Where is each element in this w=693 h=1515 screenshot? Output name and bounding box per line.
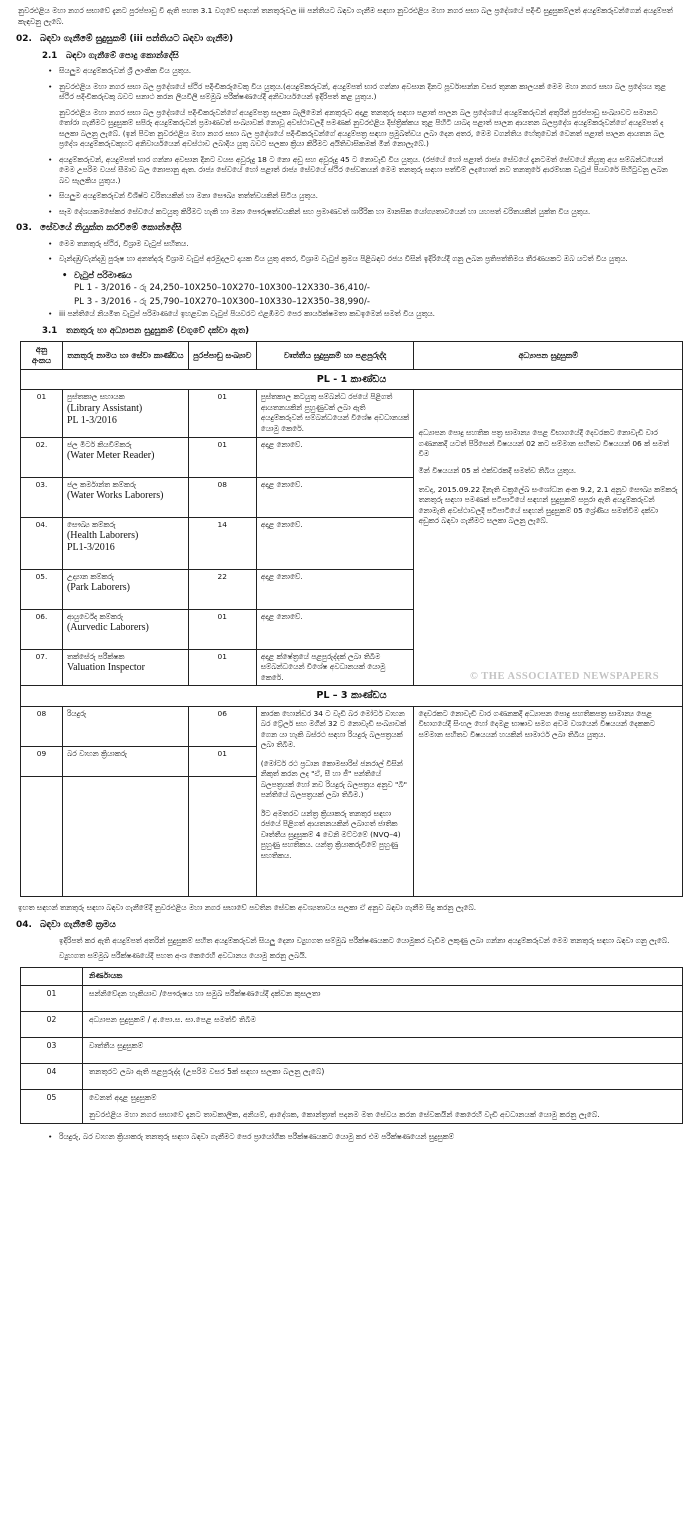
list-item: • iii පන්තියේ නියමිත වැටුප් පරිමාණයේ ඉහළවන වැටුප් පියවරට එළඹීමට පෙර කාර්යක්ෂමතා කඩඉමෙන් සමත් විය යුතුය. <box>48 309 679 320</box>
list-item: • මෙම තනතුරු ස්ථිර, විශ්‍රාම වැටුප් සහිතය. <box>48 239 679 250</box>
table-row: 04. සෞඛ්‍ය කම්කරු (Health Laborers) PL1-3/2016 14 අදාළ නොවේ. <box>21 517 683 569</box>
section-03-list-2 <box>48 309 683 320</box>
table-row: 02. ජල මීටර් කියවීම්කරු (Water Meter Reader) 01 අදාළ නොවේ. <box>21 437 683 477</box>
table-row: 03 වෘත්තීය සුදුසුකම් <box>21 1037 683 1063</box>
posts-table <box>20 341 683 897</box>
table-row: 09 බර වාහන ක්‍රියාකරු 01 <box>21 746 683 776</box>
criteria-header: නිර්ණායක <box>83 967 683 985</box>
section-04-paragraph-2: ව්‍යුහගත සම්මුඛ පරීක්ෂණයේදී පහත අංශ කෙරෙහි අවධානය යොමු කරනු ලබයි. <box>59 951 307 961</box>
section-03-heading: 03. සේවයේ නියුක්ත කරවීමේ කොන්දේසි <box>16 223 182 234</box>
col-header-vacancies: පුරප්පාඩු සංඛ්‍යාව <box>188 342 256 370</box>
evaluation-criteria-table <box>20 967 683 1124</box>
table-row: 02 අධ්‍යාපන සුදුසුකම් / අ.පො.ස. සා.පෙළ සමත්වී තිබීම <box>21 1011 683 1037</box>
section-2-1-heading: 2.1 බඳවා ගැනීමේ පොදු කොන්දේසි <box>42 50 179 61</box>
section-04-paragraph: ඉදිරිපත් කර ඇති අයදුම්පත් අතරින් සුදුසුකම් සහිත අයදුම්කරුවන් සියලු දෙනා ව්‍යුහගත සම්මුඛ පරීක්ෂණයකට යොමුකර වැඩිම ලකුණු ලබා ගන්නා අයදුම්කරුවන් මෙම තනතුරු සඳහා බඳවා ගනු ලැබේ. <box>59 935 670 945</box>
group-pl1: PL - 1 කාණ්ඩය <box>21 369 683 390</box>
col-header-post: තනතුරු නාමය හා සේවා කාණ්ඩය <box>62 342 188 370</box>
col-header-serial: අනු අංකය <box>21 342 63 370</box>
list-item: • රියදුරු, බර වාහන ක්‍රියාකරු තනතුරු සඳහා බඳවා ගැනීමට පෙර ප්‍රායෝගික පරීක්ෂණයකට යොමු කර එම පරීක්ෂණයෙන් සුදුසුකම් <box>48 1132 679 1143</box>
table-row: 03. ජල කර්මාන්ත කම්කරු (Water Works Laborers) 08 අදාළ නොවේ. <box>21 477 683 517</box>
section-3-1-heading: 3.1 තනතුරු හා අධ්‍යාපන සුදුසුකම් (වගුවේ දක්වා ඇත) <box>42 325 249 336</box>
list-item: • සියලුම අයදුම්කරුවන් විශිෂ්ට චරිතයකින් හා මනා සෞඛ්‍ය තත්ත්වයකින් සිටිය යුතුය. <box>48 191 679 202</box>
section-02-heading: 02. බඳවා ගැනීමේ සුදුසුකම් (iii පන්තියට බඳවා ගැනීම) <box>16 34 234 45</box>
list-item: • නුවරඑළිය මහා නගර සභා බල ප්‍රදේශයේ ස්ථිර පදිංචිකරුවෙකු විය යුතුය.(අයදුම්කරුවන්, අයදුම්පත් භාර ගන්නා අවසාන දිනට පූර්වාසන්න වසර තුනක කාලයක් මෙම මහා නගර සභා බල ප්‍රදේශය තුළ ස්ථිර පදිංචිකරුවකු බවට සනාථ කරන ලියවිලි සම්මුඛ පරීක්ෂණයේදී අනිවාර්යයෙන් ඉදිරිපත් කළ යුතුය.) <box>48 82 679 103</box>
list-item: • සෑම දේශයකමසේකර සේවයේ කටයුතු කිරීමට හැකි හා මනා පෞරුෂත්වයකින් සහ ප්‍රමාණවත් ශාරීරික හා මානසික යෝග්‍යතාවයෙන් හා යහපත් චරිතයකින් යුක්ත විය යුතුය. <box>48 207 679 218</box>
salary-scale-pl1: PL 1 - 3/2016 - රු 24,250–10X250–10X270–10X300–12X330–36,410/- <box>74 282 370 293</box>
newspaper-watermark: © THE ASSOCIATED NEWSPAPERS <box>470 671 660 682</box>
table-row: 05 වෙනත් අදාළ සුදුසුකම් නුවරඑළිය මහා නගර සභාවේ දැනට තාවකාලික, අනියම්, ආදේශක, කොන්ත්‍රාත් පදනම මත සේවය කරන සේවකයින් කෙරෙහි වැඩි අවධානයක් යොමු කරනු ලැබේ. <box>21 1089 683 1124</box>
section-03-list <box>48 239 683 265</box>
professional-pl3: කාරක හොන්ඩර 34 ට වැඩි බර මෝටර් වාහන බර ට්‍රේලර් සහ මගීන් 32 ට නොවැඩි සංඛ්‍යාවක් ගෙන යා හැකි බස්රථ සඳහා රියදුරු බලපත්‍රයක් ලබා තිබීම. (මෝටර් රථ ප්‍රධාන කොමසාරිස් ජනරාල් විසින් නිකුත් කරන ලද "ඒ, සී හා ජී" පන්තියේ බලපත්‍රයක් හෝ නව රියදුරු බලපත්‍රය අනුව "බී" පන්තියේ බලපත්‍රයක් ලබා තිබීම.) ඊට අමතරව යන්ත්‍ර ක්‍රියාකරු තනතුර සඳහා රජයේ පිළිගත් ආයතනයකින් ලබාගත් ජාතික වෘත්තීය සුදුසුකම් 4 වෙනි මට්ටමේ (NVQ–4) පුහුණු සහතිකය. යන්ත්‍ර ක්‍රියාකරුවීමේ පුහුණු සහතිකය. <box>256 706 414 896</box>
list-item: • වැන්දඹු/වැන්දඹු පුරුෂ හා අනත්දරු විශ්‍රාම වැටුප් අරමුදලට දායක විය යුතු අතර, විශ්‍රාම වැටුප් ක්‍රමය පිළිබඳව රජය විසින් ඉදිරියේදී ගනු ලබන ප්‍රතිපත්තිමය තීරණයකට ඔබ යටත් විය යුතුය. <box>48 254 679 265</box>
section-04-heading: 04. බඳවා ගැනීමේ ක්‍රමය <box>16 920 116 931</box>
col-header-education: අධ්‍යාපන සුදුසුකම් <box>414 342 683 370</box>
list-item: • අයදුම්කරුවන්, අයදුම්පත් භාර ගන්නා අවසාන දිනට වයස අවුරුදු 18 ට නො අඩු සහ අවුරුදු 45 ට නොවැඩි විය යුතුය. (රජයේ හෝ පළාත් රාජ්‍ය සේවයේ දැනටමත් සේවයේ නියුතු අය සම්බන්ධයෙන් මෙම උපරිම වයස් සීමාව බල නොපානු ඇත. රාජ්‍ය සේවයේ හෝ පළාත් රාජ්‍ය සේවයේ ස්ථිර සේවකයන් මෙම තනතුරු සඳහා පත්වීම් ලදහොත් නව තනතුරේ ආරම්භක වැටුප් පියවරේ පිහිටුවනු ලබන බව සැලකිය යුතුය.) <box>48 155 679 187</box>
section-04-list <box>48 1132 683 1143</box>
table-row: 06. ආයුර්වේද කම්කරු (Aurvedic Laborers) 01 අදාළ නොවේ. <box>21 609 683 649</box>
intro-paragraph: නුවරඑළිය මහා නගර සභාවේ දැනට පුරප්පාඩු වී ඇති පහත 3.1 වගුවේ සඳහන් තනතුරුවල iii පන්තියට බඳවා ගැනීම සඳහා නුවරඑළිය මහා නගර සභා බල ප්‍රදේශයේ පදිංචි සුදුසුකම්ලත් අයදුම්කරුවන්ගෙන් අයදුම්පත් කැඳවනු ලැබේ. <box>18 6 673 26</box>
list-item: • සියලුම අයදුම්කරුවන් ශ්‍රී ලාංකික විය යුතුය. <box>48 66 679 77</box>
residency-paragraph: නුවරඑළිය මහා නගර සභා බල ප්‍රදේශයේ පදිංචිකරුවන්ගේ අයදුම්පත්‍ර සලකා බැලීමෙන් අනතුරුව අදාළ තනතුරු සඳහා පළාත් පාලන බල ප්‍රදේශයේ අයදුම්කරුවන් අතුරින් පුරප්පාඩු සංඛ්‍යාවට සමානව තෝරා ගැනීමට සුදුසුකම් සපිරූ අයදුම්කරුවන් ප්‍රමාණවත් සංඛ්‍යාවක් නොවූ අවස්ථාවලදී පමණක් නුවරඑළිය දිස්ත්‍රික්කය තුළ පිහිටි යාබද පළාත් පාලන ආයතන බලප්‍රදේශ අයදුම්කරුවන්ගේ අයදුම්පත් ද සලකා බලනු ලැබේ. (ඉන් පිටත නුවරඑළිය මහා නගර සභා බල ප්‍රදේශයේ පදිංචිකරුවන්ගේ අයදුම්පත්‍ර සඳහා ප්‍රමුඛත්වය ලබා දෙන අතර, මෙම වගන්තිය හේතුවෙන් වෙනත් පළාත් පාලන ආයතන බල ප්‍රදේශ අයදුම්කරුවකුහට අනිවාර්යයෙන් අවස්ථාව ලබාදිය යුතු බවට සලකා ක්‍රියා කිරීමට අයිතිවාසිකමක් මින් නොලැබේ.) <box>59 107 665 149</box>
table-row: 05. උද්‍යාන කම්කරු (Park Laborers) 22 අදාළ නොවේ. <box>21 569 683 609</box>
table-note: ඉහත සඳහන් තනතුරු සඳහා බඳවා ගැනීමේදී නුවරඑළිය මහා නගර සභාවේ පවතින සේවක අවශ්‍යතාවය සලකා ඒ අනුව බඳවා ගැනීම සිදු කරනු ලැබේ. <box>18 902 477 912</box>
salary-scale-heading: • වැටුප් පරිමාණය <box>62 269 132 280</box>
table-header-row <box>21 967 683 985</box>
table-row: 07. තක්සේරු පරීක්ෂක Valuation Inspector 01 අදාළ ක්ෂේත්‍රයේ පළපුරුද්දක් ලබා තිබීම සම්බන්ධයෙන් විශේෂ අවධානයක් යොමු කෙරේ. <box>21 649 683 686</box>
salary-scale-pl3: PL 3 - 3/2016 - රු 25,790–10X270–10X300–10X330–12X350–38,990/- <box>74 296 370 307</box>
group-pl3: PL – 3 කාණ්ඩය <box>21 686 683 707</box>
table-row: 08 රියදුරු 06 කාරක හොන්ඩර 34 ට වැඩි බර මෝටර් වාහන බර ට්‍රේලර් සහ මගීන් 32 ට නොවැඩි සංඛ්‍යාවක් ගෙන යා හැකි බස්රථ සඳහා රියදුරු බලපත්‍රයක් ලබා තිබීම. (මෝටර් රථ ප්‍රධාන කොමසාරිස් ජනරාල් විසින් නිකුත් කරන ලද "ඒ, සී හා ජී" පන්තියේ බලපත්‍රයක් හෝ නව රියදුරු බලපත්‍රය අනුව "බී" පන්තියේ බලපත්‍රයක් ලබා තිබීම.) ඊට අමතරව යන්ත්‍ර ක්‍රියාකරු තනතුර සඳහා රජයේ පිළිගත් ආයතනයකින් ලබාගත් ජාතික වෘත්තීය සුදුසුකම් 4 වෙනි මට්ටමේ (NVQ–4) පුහුණු සහතිකය. යන්ත්‍ර ක්‍රියාකරුවීමේ පුහුණු සහතිකය. දෙවරකට නොවැඩි වාර ගණනකදී අධ්‍යාපන පොදු සහතිකපත්‍ර සාමාන්‍ය පෙළ විභාගයේදී සිංහල හෝ දෙමළ භාෂාව සමග අවම වශයෙන් විෂයයන් දෙකකට සම්මාන සහිතව විෂයයන් හයකින් සාමාර්ථ ලබා තිබිය යුතුය. <box>21 706 683 746</box>
col-header-professional: වෘත්තීය සුදුසුකම් හා පළපුරුද්ද <box>256 342 414 370</box>
table-row: 01 සන්නිවේදන හැකියාව /පෞරුෂය හා සමුඛ පරීක්ෂණයේදී දක්වන කුසලතා <box>21 985 683 1011</box>
table-row: 04 තනතුරට ලබා ඇති පළපුරුද්ද (උපරිම වසර 5ක් සඳහා සලකා බලනු ලැබේ) <box>21 1063 683 1089</box>
section-02-list-2 <box>48 155 683 218</box>
table-header-row <box>21 342 683 370</box>
section-02-list <box>48 66 683 103</box>
table-row: 01 පුස්තකාල සහායක (Library Assistant) PL 1-3/2016 01 පුස්තකාල කටයුතු සම්බන්ධ රජයේ පිළිගත් ආයතනයකින් පුහුණුවක් ලබා ඇති අයදුම්කරුවන් සම්බන්ධයෙන් විශේෂ අවධානයක් යොමු කෙරේ. අධ්‍යාපන පොදු සහතික පත්‍ර සාමාන්‍ය පෙළ විභාගයේදී දෙවරකට නොවැඩි වාර ගණනකදී යටත් පිරිසෙන් විෂයයන් 02 කට සම්මාන සහිතව විෂයයන් 06 ක් සමත් වීම මින් විෂයයන් 05 ක් එක්වරකදී සමත්ව තිබිය යුතුය. තවද, 2015.09.22 දිනැති චක්‍රලේඛ සංශෝධන අංක 9.2, 2.1 අනුව සෞඛ්‍ය කම්කරු තනතුරු සඳහා පමණක් පටිපාටියේ සඳහන් සුදුසුකම් සපුරා ඇති අයදුම්කරුවන් නොමැති අවස්ථාවලදී පටිපාටියේ සඳහන් සුදුසුකම් 05 ශ්‍රේණිය සමත්වීම දක්වා අඩුකර බඳවා ගැනීමට සලකා බලනු ලැබේ. <box>21 390 683 437</box>
education-pl3: දෙවරකට නොවැඩි වාර ගණනකදී අධ්‍යාපන පොදු සහතිකපත්‍ර සාමාන්‍ය පෙළ විභාගයේදී සිංහල හෝ දෙමළ භාෂාව සමග අවම වශයෙන් විෂයයන් දෙකකට සම්මාන සහිතව විෂයයන් හයකින් සාමාර්ථ ලබා තිබිය යුතුය. <box>414 706 683 896</box>
education-pl1: අධ්‍යාපන පොදු සහතික පත්‍ර සාමාන්‍ය පෙළ විභාගයේදී දෙවරකට නොවැඩි වාර ගණනකදී යටත් පිරිසෙන් විෂයයන් 02 කට සම්මාන සහිතව විෂයයන් 06 ක් සමත් වීම මින් විෂයයන් 05 ක් එක්වරකදී සමත්ව තිබිය යුතුය. තවද, 2015.09.22 දිනැති චක්‍රලේඛ සංශෝධන අංක 9.2, 2.1 අනුව සෞඛ්‍ය කම්කරු තනතුරු සඳහා පමණක් පටිපාටියේ සඳහන් සුදුසුකම් සපුරා ඇති අයදුම්කරුවන් නොමැති අවස්ථාවලදී පටිපාටියේ සඳහන් සුදුසුකම් 05 ශ්‍රේණිය සමත්වීම දක්වා අඩුකර බඳවා ගැනීමට සලකා බලනු ලැබේ. <box>414 390 683 686</box>
